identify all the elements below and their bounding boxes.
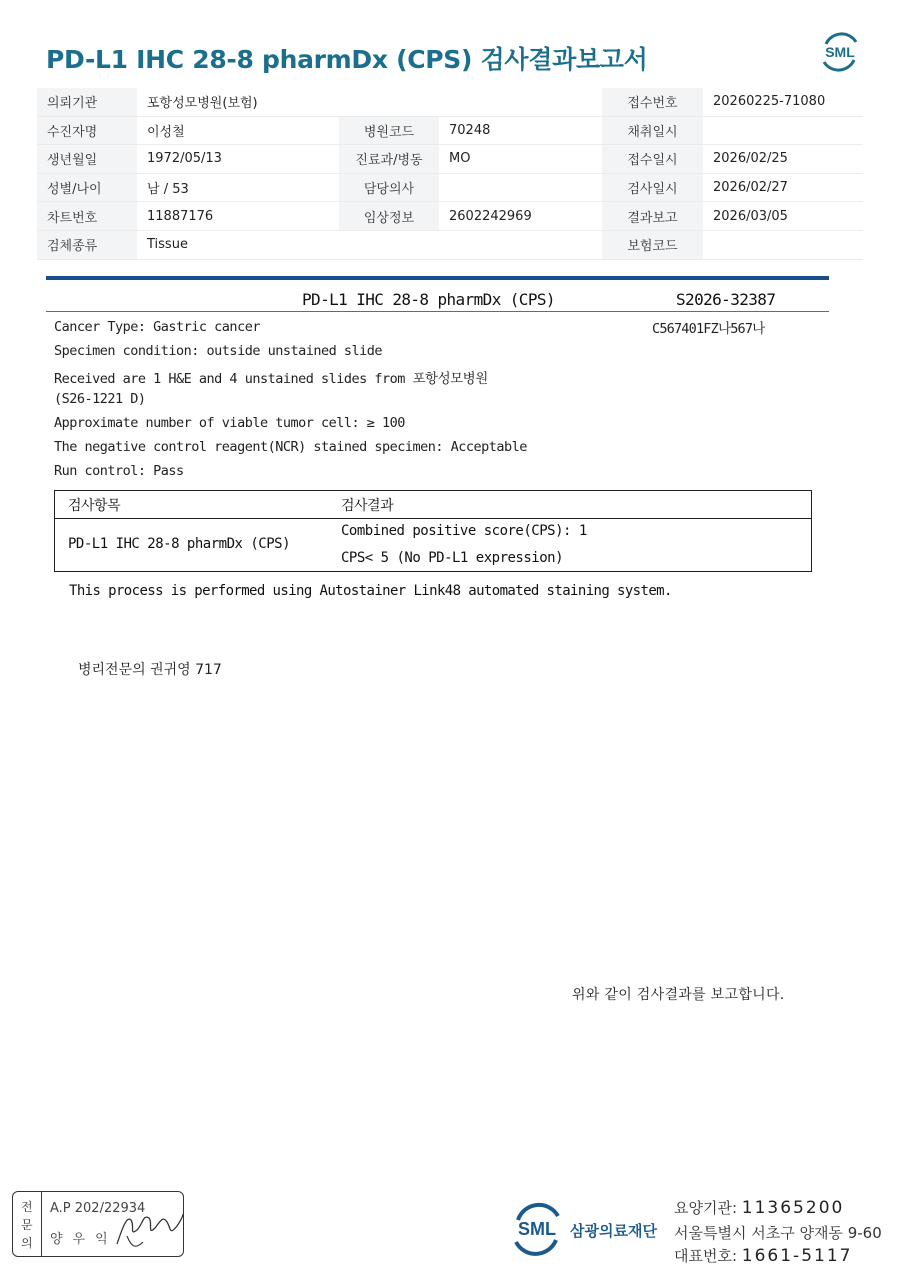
value-test-date: 2026/02/27 xyxy=(703,173,863,202)
report-title: PD-L1 IHC 28-8 pharmDx (CPS) 검사결과보고서 xyxy=(46,45,648,74)
stamp-side-char: 의 xyxy=(21,1236,33,1250)
label-hospital-code: 병원코드 xyxy=(339,116,439,145)
info-row xyxy=(37,116,863,145)
label-test-date: 검사일시 xyxy=(602,173,703,202)
info-row xyxy=(37,230,863,259)
received-slides-line: Received are 1 H&E and 4 unstained slides from 포항성모병원 xyxy=(54,371,488,387)
signature-icon xyxy=(113,1206,185,1252)
logo-text: SML xyxy=(825,44,855,60)
label-result-report: 결과보고 xyxy=(602,202,703,231)
value-requesting-org: 포항성모병원(보험) xyxy=(137,88,339,116)
value-hospital-code: 70248 xyxy=(439,116,602,145)
value-patient-name: 이성철 xyxy=(137,116,339,145)
value-birth-date: 1972/05/13 xyxy=(137,145,339,174)
cancer-type-line: Cancer Type: Gastric cancer xyxy=(54,319,260,335)
label-insurance-code: 보험코드 xyxy=(602,230,703,259)
result-table xyxy=(54,490,812,572)
info-row xyxy=(37,202,863,231)
test-item: PD-L1 IHC 28-8 pharmDx (CPS) xyxy=(68,536,291,552)
process-note: This process is performed using Autostainer Link48 automated staining system. xyxy=(69,583,672,599)
label-chart-no: 차트번호 xyxy=(37,202,137,231)
value-specimen-type: Tissue xyxy=(137,230,339,259)
value-collection-date xyxy=(703,116,863,145)
label-reception-date: 접수일시 xyxy=(602,145,703,174)
value-insurance-code xyxy=(703,230,863,259)
institution-code-line xyxy=(674,1197,844,1218)
institution-code-label: 요양기관: xyxy=(674,1199,738,1217)
tumor-cell-line: Approximate number of viable tumor cell: ≥ 100 xyxy=(54,415,405,431)
institution-code-value: 11365200 xyxy=(741,1198,845,1218)
value-sex-age: 남 / 53 xyxy=(137,173,339,202)
run-control-line: Run control: Pass xyxy=(54,463,184,479)
value-reception-date: 2026/02/25 xyxy=(703,145,863,174)
value-clinical-info: 2602242969 xyxy=(439,202,602,231)
pathologist-stamp xyxy=(12,1191,184,1257)
label-attending-doctor: 담당의사 xyxy=(339,173,439,202)
stamp-side-char: 문 xyxy=(21,1218,33,1232)
section-divider xyxy=(46,276,829,280)
cps-result: Combined positive score(CPS): 1 xyxy=(341,523,587,539)
ncr-line: The negative control reagent(NCR) stained specimen: Acceptable xyxy=(54,439,527,455)
report-test-title: PD-L1 IHC 28-8 pharmDx (CPS) xyxy=(302,290,555,309)
organization-name: 삼광의료재단 xyxy=(570,1222,657,1240)
specimen-condition-line: Specimen condition: outside unstained slide xyxy=(54,343,382,359)
sml-footer-logo xyxy=(508,1200,566,1258)
label-requesting-org: 의뢰기관 xyxy=(37,88,137,116)
stamp-side-char: 전 xyxy=(21,1200,33,1214)
pathologist-line: 병리전문의 권귀영 717 xyxy=(78,662,222,678)
stamp-name: 양우익 xyxy=(50,1232,118,1247)
value-chart-no: 11887176 xyxy=(137,202,339,231)
value-reception-no: 20260225-71080 xyxy=(703,88,863,116)
label-patient-name: 수진자명 xyxy=(37,116,137,145)
value-attending-doctor xyxy=(439,173,602,202)
column-header-result: 검사결과 xyxy=(341,498,394,514)
phone-value: 1661-5117 xyxy=(741,1246,853,1266)
conclusion-statement: 위와 같이 검사결과를 보고합니다. xyxy=(572,987,785,1003)
slide-id-line: (S26-1221 D) xyxy=(54,391,146,407)
label-sex-age: 성별/나이 xyxy=(37,173,137,202)
footer-logo-text: SML xyxy=(518,1219,556,1239)
report-code: C567401FZ나567나 xyxy=(652,321,765,337)
stamp-ap-number: A.P 202/22934 xyxy=(50,1201,146,1216)
label-specimen-type: 검체종류 xyxy=(37,230,137,259)
cps-interpretation: CPS< 5 (No PD-L1 expression) xyxy=(341,550,564,566)
patient-info-table xyxy=(37,88,863,260)
phone-line xyxy=(674,1245,852,1266)
result-table-header xyxy=(55,491,811,519)
section-divider xyxy=(46,311,829,312)
phone-label: 대표번호: xyxy=(674,1247,738,1265)
report-number: S2026-32387 xyxy=(676,290,776,309)
value-department: MO xyxy=(439,145,602,174)
sml-logo xyxy=(818,30,862,74)
label-department: 진료과/병동 xyxy=(339,145,439,174)
label-collection-date: 채취일시 xyxy=(602,116,703,145)
label-birth-date: 생년월일 xyxy=(37,145,137,174)
column-header-item: 검사항목 xyxy=(68,498,121,514)
info-row xyxy=(37,88,863,116)
value-result-report: 2026/03/05 xyxy=(703,202,863,231)
label-clinical-info: 임상정보 xyxy=(339,202,439,231)
address-line: 서울특별시 서초구 양재동 9-60 xyxy=(674,1224,882,1242)
label-reception-no: 접수번호 xyxy=(602,88,703,116)
info-row xyxy=(37,173,863,202)
info-row xyxy=(37,145,863,174)
